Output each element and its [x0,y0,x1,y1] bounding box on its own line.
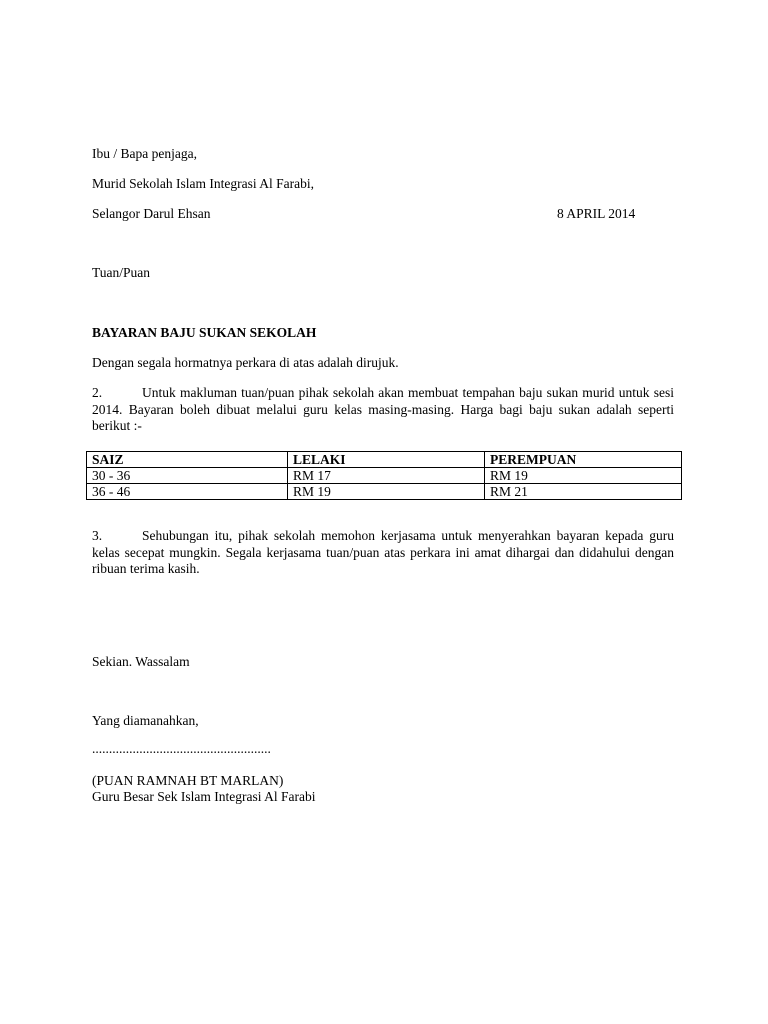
table-cell: 30 - 36 [87,468,288,484]
table-cell: RM 19 [288,484,485,500]
table-cell: 36 - 46 [87,484,288,500]
table-cell: RM 17 [288,468,485,484]
letter-date: 8 APRIL 2014 [557,206,636,221]
salutation: Tuan/Puan [92,265,151,280]
paragraph-2-number: 2. [92,385,103,400]
signature-line: ..................................................... [92,741,271,756]
paragraph-3 [92,528,674,578]
paragraph-3-number: 3. [92,528,103,543]
header-saiz: SAIZ [87,452,288,468]
header-lelaki: LELAKI [288,452,485,468]
signer-title: Guru Besar Sek Islam Integrasi Al Farabi [92,789,316,804]
table-row [87,468,682,484]
paragraph-2-text: Untuk makluman tuan/puan pihak sekolah akan membuat tempahan baju sukan murid untuk sesi 2014. Bayaran boleh dibuat melalui guru kelas masing-masing. Harga bagi baju sukan adalah seperti berikut :- [92,385,674,433]
closing: Sekian. Wassalam [92,654,190,669]
table-header-row [87,452,682,468]
recipient-line-3: Selangor Darul Ehsan [92,206,211,221]
opening-sentence: Dengan segala hormatnya perkara di atas adalah dirujuk. [92,355,399,370]
price-table [86,451,682,500]
recipient-line-2: Murid Sekolah Islam Integrasi Al Farabi, [92,176,314,191]
table-cell: RM 21 [485,484,682,500]
recipient-line-1: Ibu / Bapa penjaga, [92,146,197,161]
sign-off: Yang diamanahkan, [92,713,199,728]
paragraph-3-text: Sehubungan itu, pihak sekolah memohon kerjasama untuk menyerahkan bayaran kepada guru kelas secepat mungkin. Segala kerjasama tuan/puan atas perkara ini amat dihargai dan didahului dengan ribuan terima kasih. [92,528,674,576]
table-row [87,484,682,500]
paragraph-2 [92,385,674,435]
subject-heading: BAYARAN BAJU SUKAN SEKOLAH [92,325,317,340]
table-cell: RM 19 [485,468,682,484]
header-perempuan: PEREMPUAN [485,452,682,468]
signer-name: (PUAN RAMNAH BT MARLAN) [92,773,284,788]
